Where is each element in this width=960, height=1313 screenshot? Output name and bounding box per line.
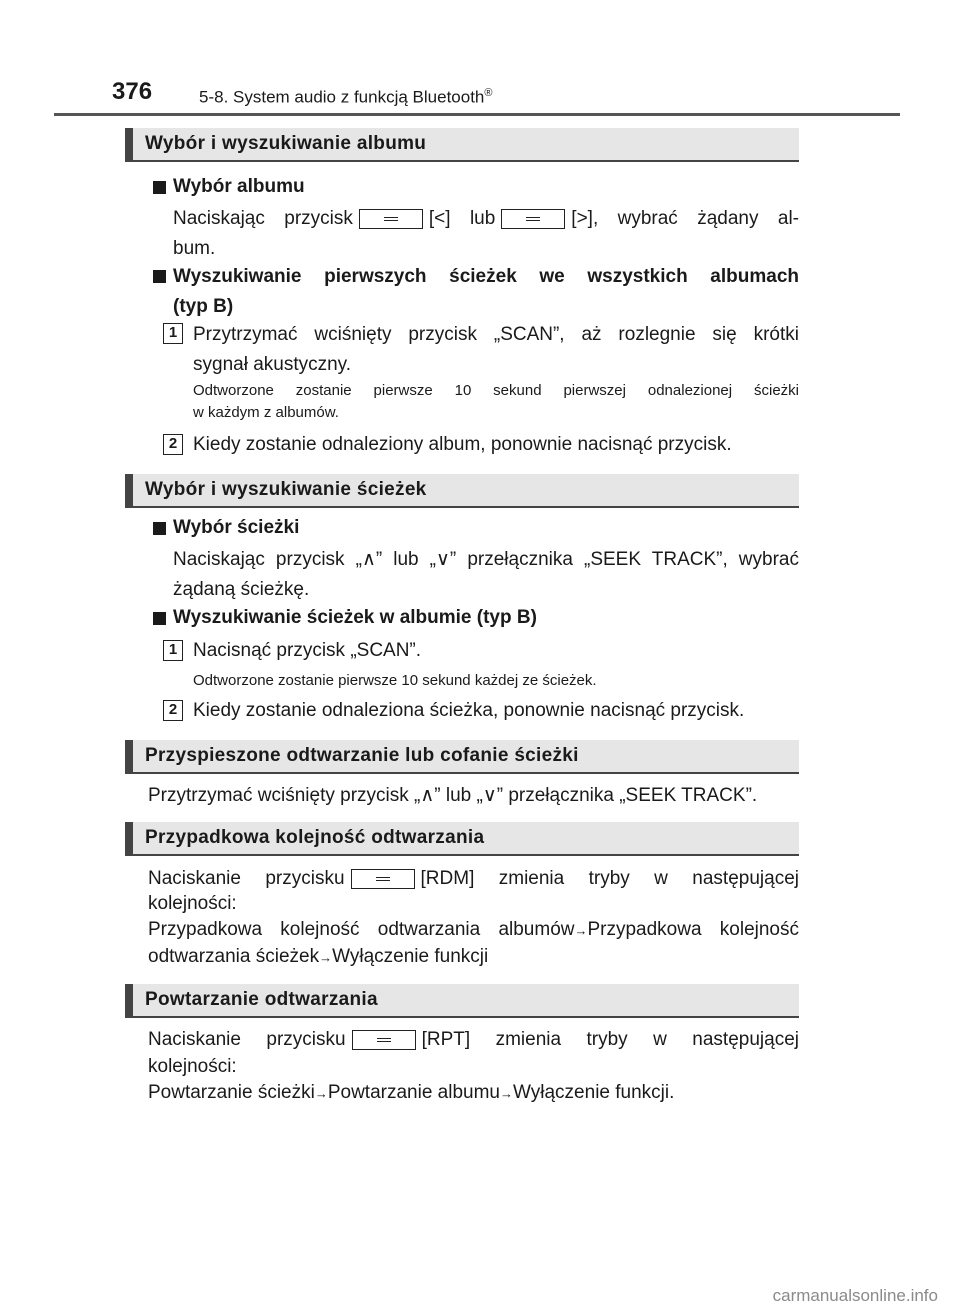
bullet-square-icon: [153, 522, 166, 535]
step-number-2: 2: [163, 434, 183, 455]
arrow-right-icon: →: [319, 950, 333, 965]
track-select-line2: żądaną ścieżkę.: [173, 579, 310, 600]
album-step1-line1: Przytrzymać wciśnięty przycisk „SCAN”, aż rozlegnie się krótki: [193, 324, 799, 345]
button-icon: [351, 869, 415, 889]
album-note-line1: Odtworzone zostanie pierwsze 10 sekund pierwszej odnalezionej ścieżki: [193, 382, 799, 399]
track-step2: Kiedy zostanie odnaleziona ścieżka, ponownie nacisnąć przycisk.: [193, 700, 745, 721]
chapter-title-text: 5-8. System audio z funkcją Bluetooth: [199, 87, 485, 107]
album-step2: Kiedy zostanie odnaleziony album, ponownie nacisnąć przycisk.: [193, 434, 732, 455]
subheading-album-select: Wybór albumu: [173, 176, 305, 197]
random-mode-2: Przypadkowa kolejność: [587, 919, 799, 940]
repeat-text-b: [RPT] zmienia tryby w następującej: [421, 1029, 799, 1050]
section-heading-fast: Przyspieszone odtwarzanie lub cofanie ścieżki: [125, 740, 799, 774]
bullet-square-icon: [153, 612, 166, 625]
subheading-track-select: Wybór ścieżki: [173, 517, 300, 538]
arrow-right-icon: →: [500, 1086, 513, 1101]
repeat-text-a: Naciskanie przycisku: [148, 1029, 346, 1050]
track-note: Odtworzone zostanie pierwsze 10 sekund każdej ze ścieżek.: [193, 672, 597, 689]
album-select-line1: [173, 204, 799, 234]
random-line1: [148, 864, 799, 894]
step-number-1: 1: [163, 323, 183, 344]
random-line2: kolejności:: [148, 893, 237, 914]
repeat-line1: [148, 1025, 799, 1055]
repeat-mode-1: Powtarzanie ścieżki: [148, 1082, 315, 1103]
arrow-right-icon: →: [574, 923, 588, 938]
random-text-b: [RDM] zmienia tryby w następującej: [420, 868, 799, 889]
random-text-a: Naciskanie przycisku: [148, 868, 345, 889]
fast-text: Przytrzymać wciśnięty przycisk „∧” lub „∨” przełącznika „SEEK TRACK”.: [148, 785, 758, 806]
repeat-mode-2: Powtarzanie albumu: [327, 1082, 500, 1103]
button-icon: [352, 1030, 416, 1050]
album-step1-line2: sygnał akustyczny.: [193, 354, 352, 375]
random-mode-2-cont: odtwarzania ścieżek: [148, 946, 320, 967]
section-heading-album: Wybór i wyszukiwanie albumu: [125, 128, 799, 162]
bullet-square-icon: [153, 181, 166, 194]
section-heading-track: Wybór i wyszukiwanie ścieżek: [125, 474, 799, 508]
album-note-line2: w każdym z albumów.: [193, 404, 339, 421]
button-icon: [501, 209, 565, 229]
track-step1: Nacisnąć przycisk „SCAN”.: [193, 640, 422, 661]
arrow-right-icon: →: [314, 1086, 328, 1101]
bullet-square-icon: [153, 270, 166, 283]
album-select-text-a: Naciskając przycisk: [173, 208, 353, 229]
album-select-line2: bum.: [173, 238, 216, 259]
repeat-mode-3: Wyłączenie funkcji.: [513, 1082, 675, 1103]
subheading-album-search: Wyszukiwanie pierwszych ścieżek we wszystkich albumach: [173, 266, 799, 287]
watermark-url: carmanualsonline.info: [772, 1286, 938, 1305]
random-line4: [148, 942, 488, 973]
subheading-album-search-line2: (typ B): [173, 296, 234, 317]
track-select-line1: Naciskając przycisk „∧” lub „∨” przełącznika „SEEK TRACK”, wybrać: [173, 549, 799, 570]
repeat-line3: [148, 1078, 674, 1109]
subheading-track-search: Wyszukiwanie ścieżek w albumie (typ B): [173, 607, 537, 628]
step-number-1: 1: [163, 640, 183, 661]
album-select-text-c: [>], wybrać żądany al-: [571, 208, 799, 229]
album-select-text-b: [<] lub: [428, 208, 496, 229]
section-heading-repeat: Powtarzanie odtwarzania: [125, 984, 799, 1018]
random-mode-1: Przypadkowa kolejność odtwarzania albumów: [148, 919, 575, 940]
step-number-2: 2: [163, 700, 183, 721]
section-heading-random: Przypadkowa kolejność odtwarzania: [125, 822, 799, 856]
header-divider: [54, 113, 900, 116]
page-number: 376: [112, 78, 153, 105]
registered-mark: ®: [484, 87, 493, 99]
repeat-line2: kolejności:: [148, 1056, 237, 1077]
button-icon: [359, 209, 423, 229]
chapter-title: [199, 87, 493, 108]
random-mode-3: Wyłączenie funkcji: [332, 946, 489, 967]
